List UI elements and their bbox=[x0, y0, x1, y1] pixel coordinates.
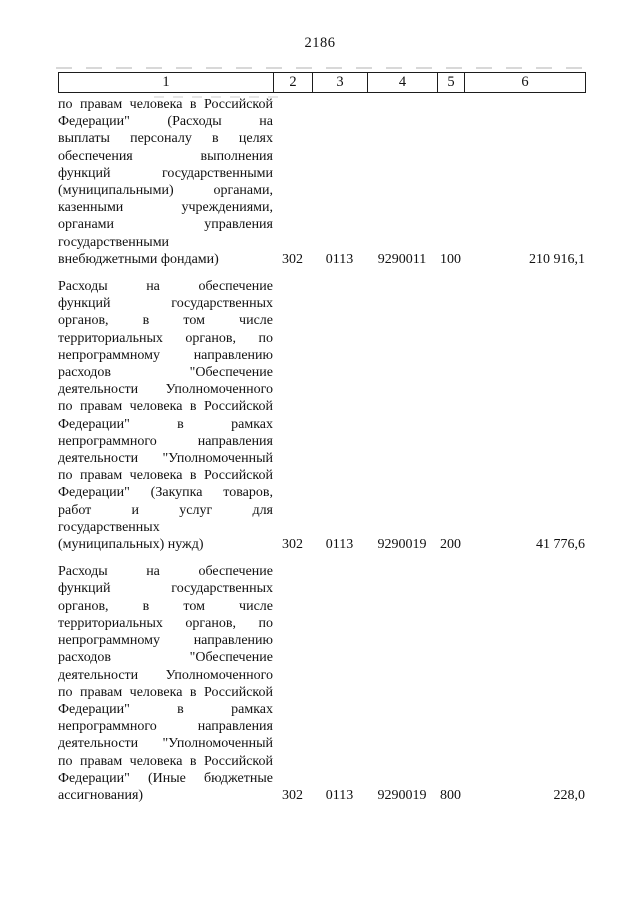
cell-target-article: 9290019 bbox=[377, 787, 427, 803]
column-header-4: 4 bbox=[368, 73, 438, 92]
cell-expense-name: Расходы на обеспечение функций государственных органов, в том числе территориальных органов, по непрограммному направлению расходов "Обеспечение деятельности Уполномоченного по правам человека в Российской Федерации" в рамках непрограммного направления деятельности "Уполномоченный по правам человека в Российской Федерации" (Иные бюджетные ассигнования) bbox=[58, 564, 273, 803]
table-header-row bbox=[58, 72, 586, 93]
cell-amount: 210 916,1 bbox=[529, 251, 585, 267]
table-row bbox=[58, 563, 586, 804]
page-number: 2186 bbox=[304, 35, 336, 51]
table-body bbox=[58, 96, 586, 804]
cell-agency-code: 302 bbox=[282, 251, 303, 267]
cell-section-code: 0113 bbox=[325, 537, 354, 553]
budget-table bbox=[58, 72, 586, 804]
cell-expense-type: 800 bbox=[440, 787, 461, 803]
cell-expense-name: по правам человека в Российской Федерации" (Расходы на выплаты персоналу в целях обеспечения выполнения функций государственными (муниципальными) органами, казенными учреждениями, органами управления государственными внебюджетными фондами) bbox=[58, 97, 273, 267]
cell-expense-name: Расходы на обеспечение функций государственных органов, в том числе территориальных органов, по непрограммному направлению расходов "Обеспечение деятельности Уполномоченного по правам человека в Российской Федерации" в рамках непрограммного направления деятельности "Уполномоченный по правам человека в Российской Федерации" (Закупка товаров, работ и услуг для государственных (муниципальных) нужд) bbox=[58, 279, 273, 553]
cell-expense-type: 200 bbox=[440, 537, 461, 553]
cell-agency-code: 302 bbox=[282, 787, 303, 803]
column-header-3: 3 bbox=[313, 73, 368, 92]
column-header-1: 1 bbox=[59, 73, 274, 92]
column-header-2: 2 bbox=[274, 73, 313, 92]
cell-expense-type: 100 bbox=[440, 251, 461, 267]
cell-section-code: 0113 bbox=[325, 251, 354, 267]
column-header-5: 5 bbox=[438, 73, 465, 92]
cell-target-article: 9290019 bbox=[377, 537, 427, 553]
cell-agency-code: 302 bbox=[282, 537, 303, 553]
cell-amount: 41 776,6 bbox=[536, 537, 585, 553]
scan-artifact bbox=[56, 67, 588, 69]
table-row bbox=[58, 278, 586, 553]
cell-section-code: 0113 bbox=[325, 787, 354, 803]
cell-amount: 228,0 bbox=[553, 787, 585, 803]
cell-target-article: 9290011 bbox=[377, 251, 427, 267]
column-header-6: 6 bbox=[521, 74, 529, 90]
table-row bbox=[58, 96, 586, 268]
